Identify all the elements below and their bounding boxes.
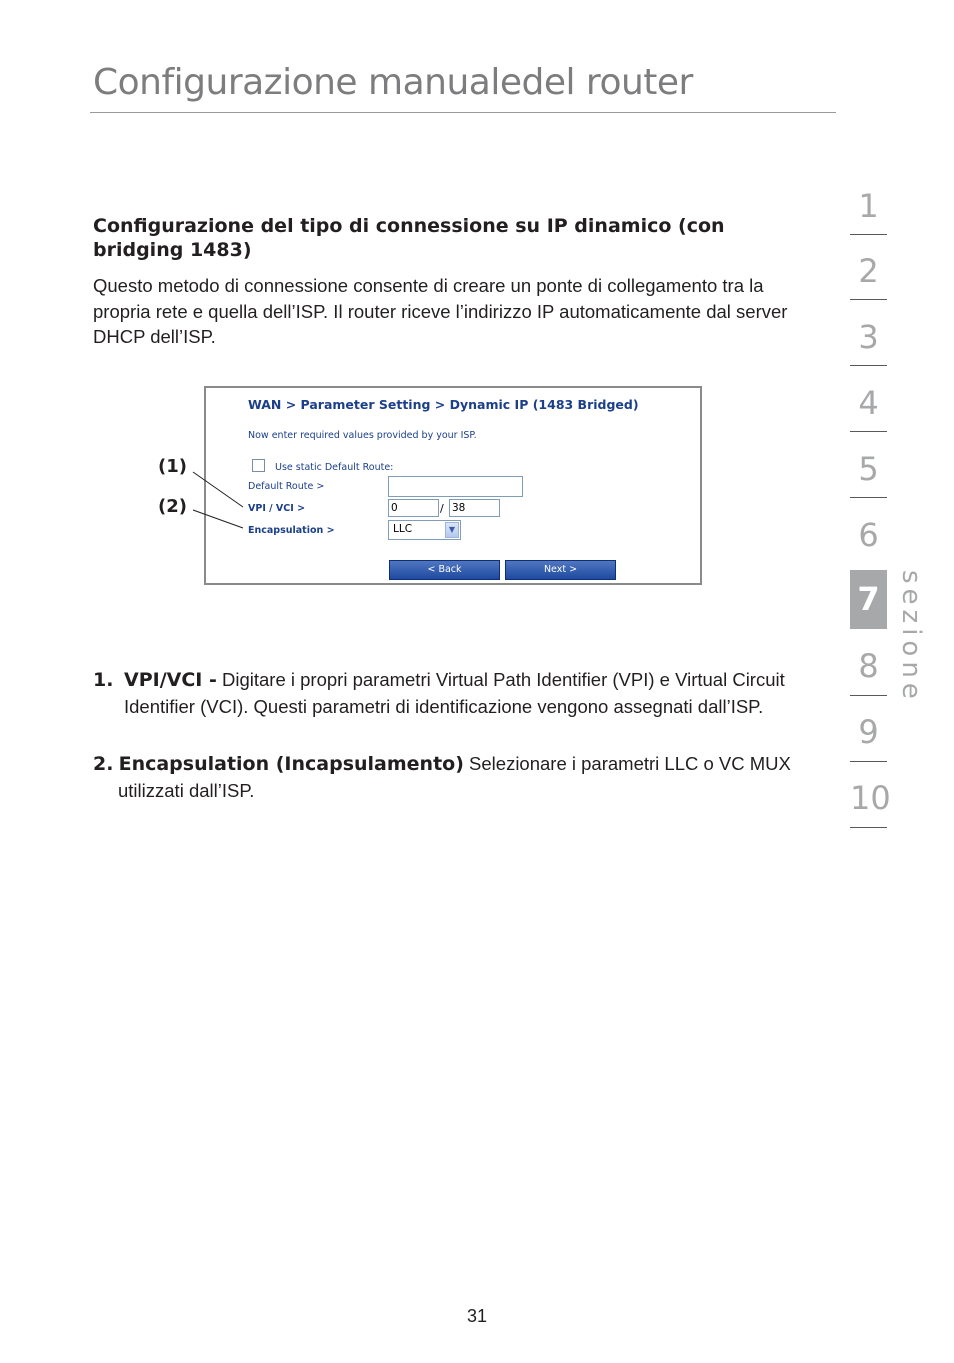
chevron-down-icon[interactable]: ▼	[445, 522, 459, 538]
section-divider	[850, 695, 887, 696]
section-index-6[interactable]: 6	[858, 516, 879, 554]
section-divider	[850, 431, 887, 432]
section-index-5[interactable]: 5	[858, 450, 879, 488]
next-button[interactable]: Next >	[505, 560, 616, 580]
section-index-1[interactable]: 1	[858, 187, 879, 225]
static-route-checkbox[interactable]	[252, 459, 265, 472]
static-route-label: Use static Default Route:	[275, 462, 394, 473]
default-route-input[interactable]	[388, 476, 523, 497]
page-number: 31	[466, 1306, 488, 1326]
section-index-8[interactable]: 8	[858, 647, 879, 685]
intro-paragraph: Questo metodo di connessione consente di creare un ponte di collegamento tra la propria rete e quella dell’ISP. Il router riceve l’indirizzo IP automaticamente dal server DHCP dell’ISP.	[93, 275, 788, 347]
list-item-term: VPI/VCI -	[124, 669, 217, 691]
vpi-input[interactable]: 0	[388, 499, 439, 517]
section-divider	[850, 365, 887, 366]
section-divider	[850, 497, 887, 498]
section-label: sezione	[896, 570, 926, 704]
callout-1: (1)	[158, 456, 187, 477]
router-ui-screenshot	[204, 386, 702, 585]
section-divider	[850, 827, 887, 828]
vci-input[interactable]: 38	[449, 499, 500, 517]
encapsulation-selected-value: LLC	[393, 523, 413, 535]
vpi-vci-separator: /	[440, 502, 444, 515]
callout-2: (2)	[158, 496, 187, 517]
default-route-label: Default Route >	[248, 481, 325, 492]
section-divider	[850, 761, 887, 762]
back-button[interactable]: < Back	[389, 560, 500, 580]
section-index-4[interactable]: 4	[858, 384, 879, 422]
list-item-text: Digitare i propri parametri Virtual Path Identifier (VPI) e Virtual Circuit Identifier (VCI). Questi parametri di identificazione vengono assegnati dall’ISP.	[124, 669, 785, 717]
section-index-2[interactable]: 2	[858, 252, 879, 290]
list-item-vpi-vci	[93, 667, 824, 719]
screenshot-breadcrumb: WAN > Parameter Setting > Dynamic IP (1483 Bridged)	[248, 397, 639, 412]
section-divider	[850, 234, 887, 235]
page-title: Configurazione manualedel router	[93, 62, 693, 103]
list-item-encapsulation	[93, 751, 818, 803]
section-index-10[interactable]: 10	[850, 779, 891, 817]
screenshot-instruction: Now enter required values provided by your ISP.	[248, 430, 477, 441]
vpi-vci-label: VPI / VCI >	[248, 503, 306, 514]
section-divider	[850, 299, 887, 300]
active-section-number: 7	[857, 580, 880, 618]
list-item-number: 2.	[93, 753, 114, 775]
list-item-term: Encapsulation (Incapsulamento)	[118, 753, 464, 775]
section-index-9[interactable]: 9	[858, 713, 879, 751]
list-item-text: Selezionare i parametri LLC o VC MUX utilizzati dall’ISP.	[118, 753, 791, 801]
section-index-7-active[interactable]	[850, 570, 887, 629]
section-heading: Configurazione del tipo di connessione su IP dinamico (con bridging 1483)	[93, 215, 725, 261]
section-index-3[interactable]: 3	[858, 318, 879, 356]
encapsulation-select[interactable]	[388, 520, 461, 540]
title-divider	[90, 112, 836, 113]
encapsulation-label: Encapsulation >	[248, 525, 335, 536]
list-item-number: 1.	[93, 669, 114, 691]
